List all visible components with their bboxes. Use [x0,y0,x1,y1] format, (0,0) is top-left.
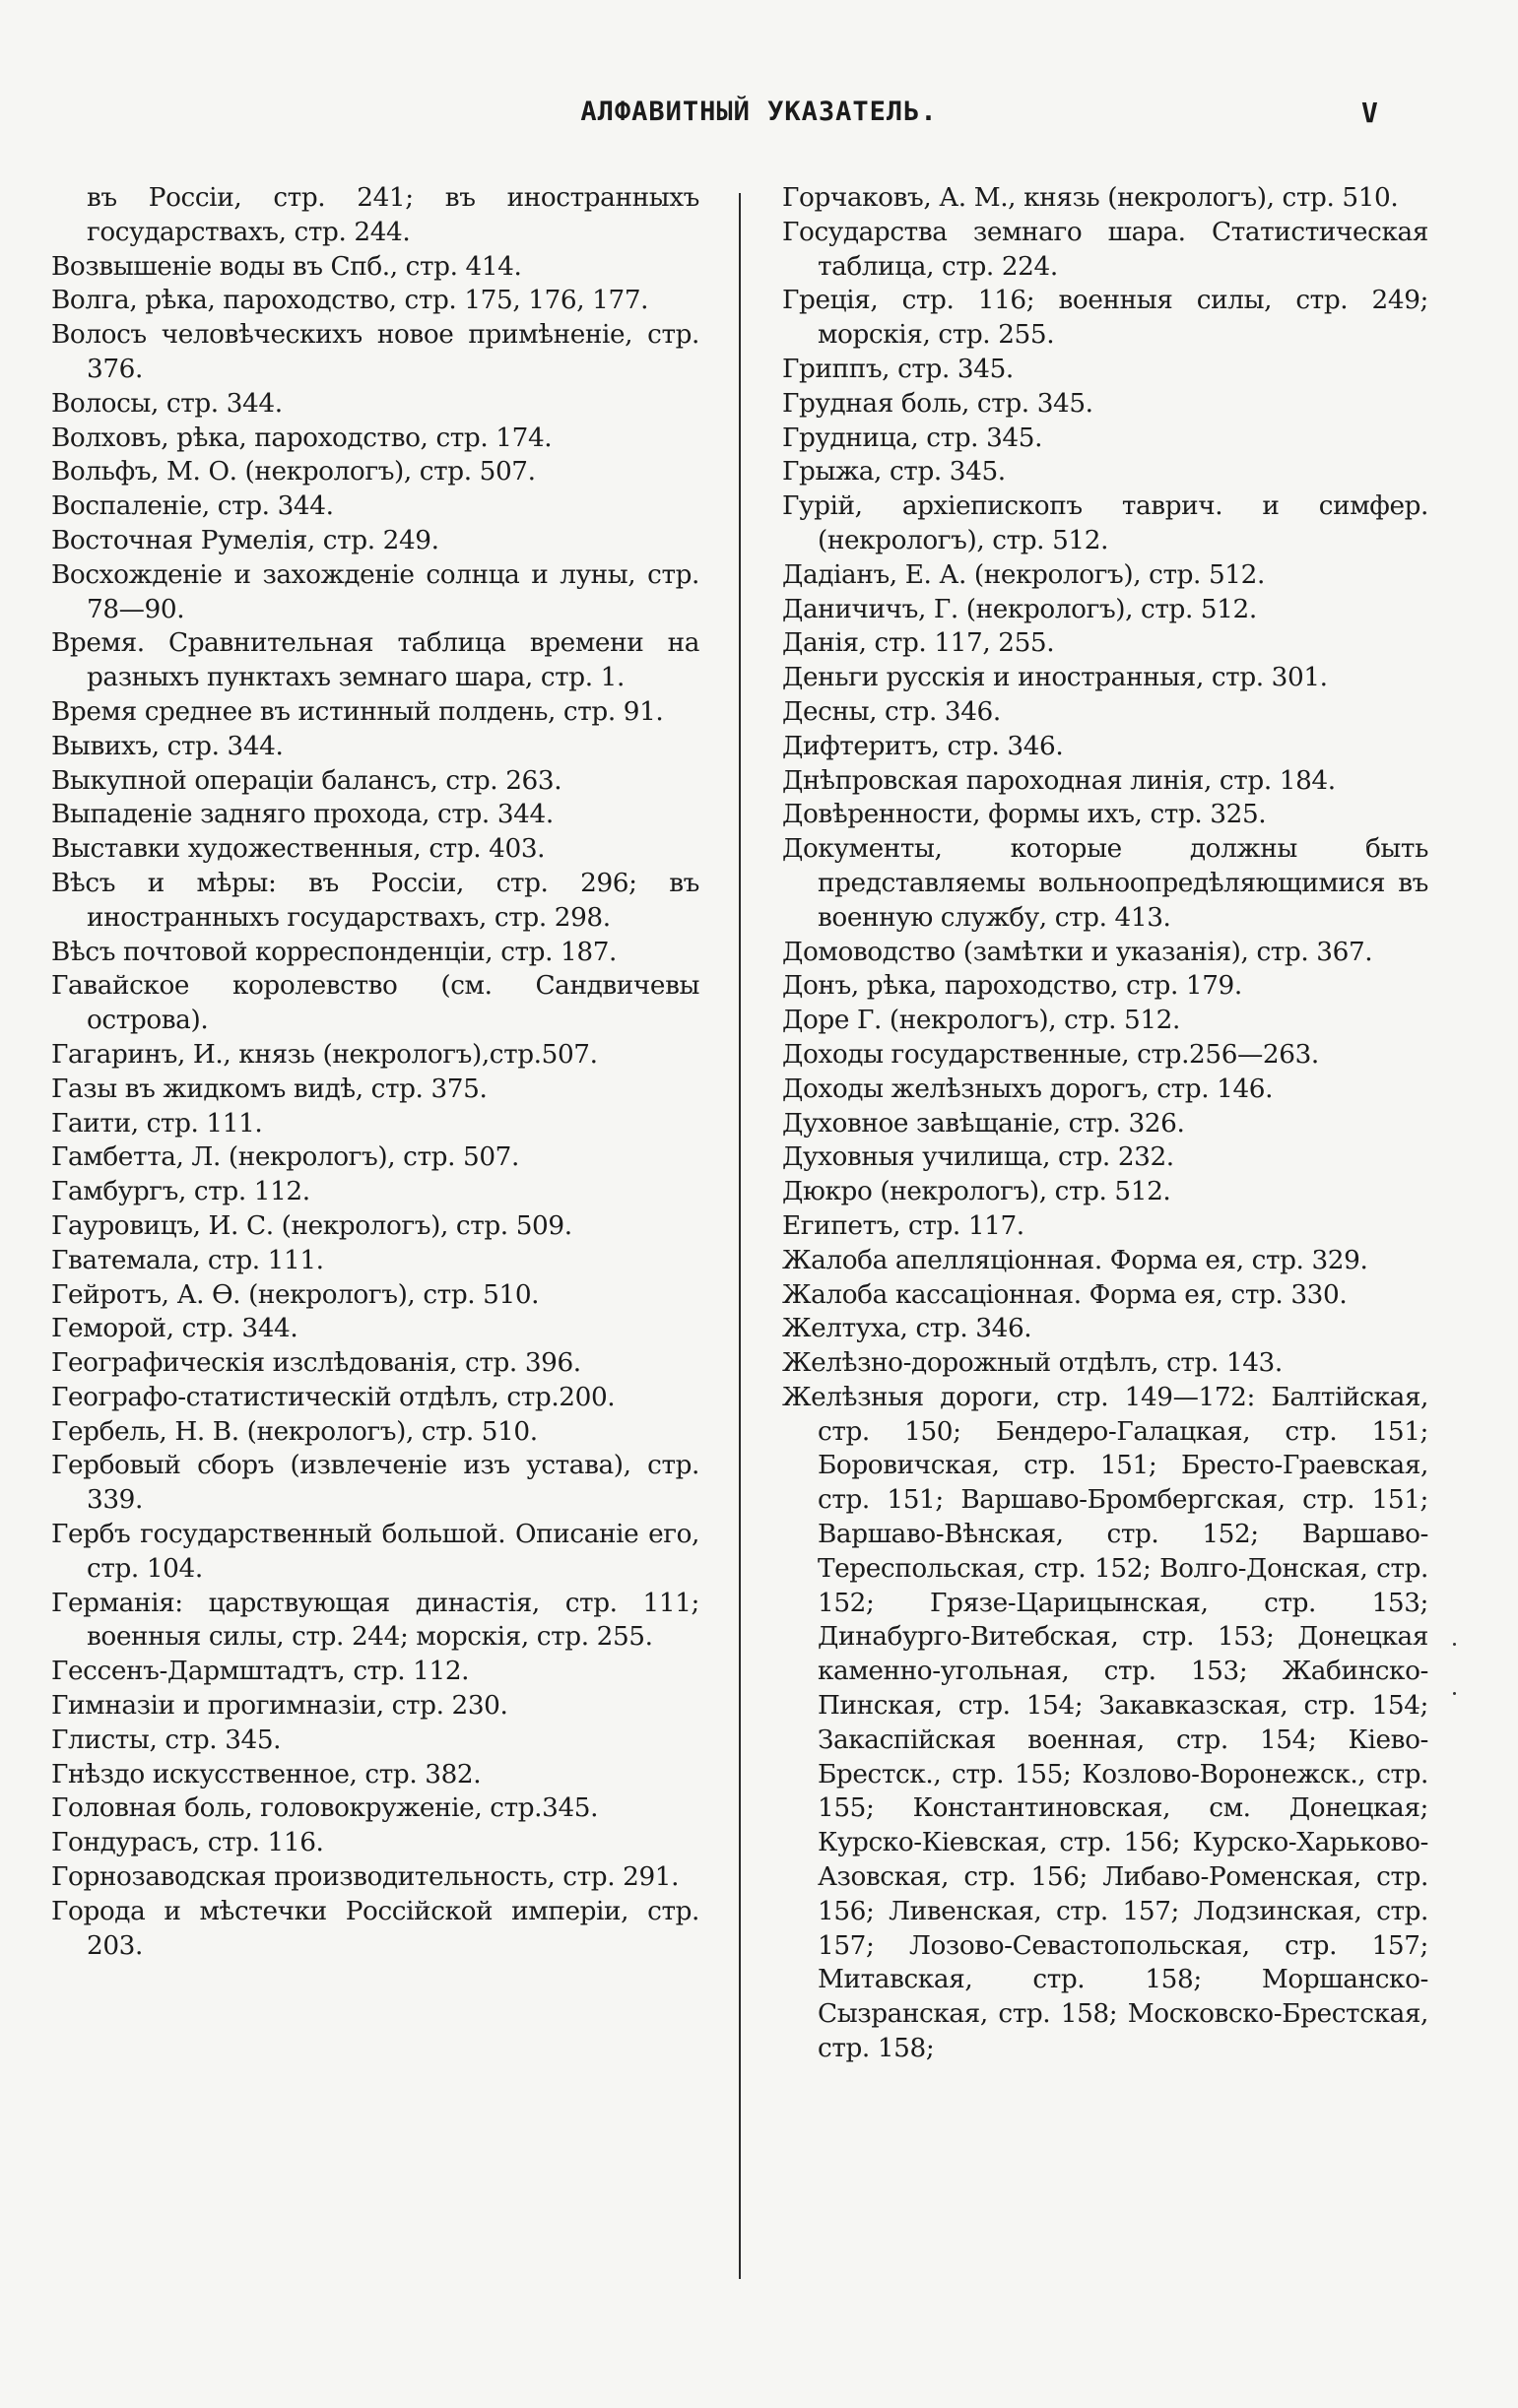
index-entry: Выкупной операціи балансъ, стр. 263. [51,765,562,796]
index-entry: Гессенъ-Дармштадтъ, стр. 112. [51,1657,470,1687]
index-column-right [782,181,1428,2066]
index-entry: Гавайское королевство (см. Сандвичевы острова). [51,971,699,1036]
index-entry: Деньги русскія и иностранныя, стр. 301. [782,663,1328,693]
index-entry: Гурій, архіепископъ таврич. и симфер. (некрологъ), стр. 512. [782,491,1428,555]
index-entry: Выставки художественныя, стр. 403. [51,834,546,865]
index-entry: Воспаленіе, стр. 344. [51,491,334,522]
index-entry: Вѣсъ и мѣры: въ Россіи, стр. 296; въ иностранныхъ государствахъ, стр. 298. [51,868,699,933]
index-entry: Вольфъ, М. О. (некрологъ), стр. 507. [51,457,536,488]
page-number: V [1361,97,1378,129]
index-entry: Восхожденіе и захожденіе солнца и луны, стр. 78—90. [51,559,699,624]
index-entry: Газы въ жидкомъ видѣ, стр. 375. [51,1074,488,1104]
index-entry: Желтуха, стр. 346. [782,1314,1032,1344]
index-entry: Восточная Румелія, стр. 249. [51,525,439,555]
index-entry: Гимназіи и прогимназіи, стр. 230. [51,1691,508,1722]
index-entry: Домоводство (замѣтки и указанія), стр. 367. [782,937,1373,967]
index-entry: Гагаринъ, И., князь (некрологъ),стр.507. [51,1039,598,1070]
index-entry: Волосы, стр. 344. [51,388,283,419]
index-entry: Время среднее въ истинный полдень, стр. 91. [51,696,664,727]
index-entry: Геморой, стр. 344. [51,1314,298,1344]
index-entry: Доре Г. (некрологъ), стр. 512. [782,1006,1180,1036]
index-entry: Гнѣздо искусственное, стр. 382. [51,1759,482,1790]
index-entry: Географо-статистическій отдѣлъ, стр.200. [51,1382,616,1412]
index-entry: Государства земнаго шара. Статистическая таблица, стр. 224. [782,217,1428,282]
index-entry: Географическія изслѣдованія, стр. 396. [51,1348,581,1379]
index-entry: Духовное завѣщаніе, стр. 326. [782,1108,1185,1139]
index-entry: Желѣзно-дорожный отдѣлъ, стр. 143. [782,1348,1283,1379]
index-entry: Время. Сравнительная таблица времени на разныхъ пунктахъ земнаго шара, стр. 1. [51,628,699,693]
index-entry: Головная боль, головокруженіе, стр.345. [51,1793,599,1824]
index-entry: Горнозаводская производительность, стр. 291. [51,1862,680,1893]
index-entry: Гватемала, стр. 111. [51,1245,324,1275]
index-entry: Волга, рѣка, пароходство, стр. 175, 176, 177. [51,286,649,316]
index-entry: Довѣренности, формы ихъ, стр. 325. [782,800,1267,830]
index-entry: Жалоба кассаціонная. Форма ея, стр. 330. [782,1279,1348,1310]
index-entry: Дадіанъ, Е. А. (некрологъ), стр. 512. [782,559,1265,590]
index-entry: Желѣзныя дороги, стр. 149—172: Балтійская, стр. 150; Бендеро-Галацкая, стр. 151; Боровичская, стр. 151; Бресто-Граевская, стр. 151; Варшаво-Бромбергская, стр. 151; Варшаво-Вѣнская, стр. 152; Варшаво-Тереспольская, стр. 152; Волго-Донская, стр. 152; Грязе-Царицынская, стр. 153; Динабурго-Витебская, стр. 153; Донецкая каменно-угольная, стр. 153; Жабинско-Пинская, стр. 154; Закавказская, стр. 154; Закаспійская военная, стр. 154; Кіево-Брестск., стр. 155; Козлово-Воронежск., стр. 155; Константиновская, см. Донецкая; Курско-Кіевская, стр. 156; Курско-Харьково-Азовская, стр. 156; Либаво-Роменская, стр. 156; Ливенская, стр. 157; Лодзинская, стр. 157; Лозово-Севастопольская, стр. 157; Митавская, стр. 158; Моршанско-Сызранская, стр. 158; Московско-Брестская, стр. 158; [782,1382,1428,2064]
index-entry: Грудная боль, стр. 345. [782,388,1093,419]
index-entry: Данія, стр. 117, 255. [782,628,1055,659]
index-entry: Горчаковъ, А. М., князь (некрологъ), стр. 510. [782,183,1399,213]
index-entry: Волховъ, рѣка, пароходство, стр. 174. [51,423,553,453]
index-entry: Грыжа, стр. 345. [782,457,1006,488]
index-entry: Гербъ государственный большой. Описаніе его, стр. 104. [51,1520,699,1584]
index-entry: Документы, которые должны быть представляемы вольноопредѣляющимися въ военную службу, стр. 413. [782,834,1428,933]
index-entry: Десны, стр. 346. [782,696,1001,727]
index-entry: Донъ, рѣка, пароходство, стр. 179. [782,971,1242,1002]
index-entry: Гауровицъ, И. С. (некрологъ), стр. 509. [51,1210,572,1241]
index-entry: Гамбетта, Л. (некрологъ), стр. 507. [51,1142,519,1173]
index-entry: Вѣсъ почтовой корреспонденціи, стр. 187. [51,937,617,967]
margin-speck [1453,1643,1456,1646]
index-entry: Дюкро (некрологъ), стр. 512. [782,1177,1171,1207]
index-entry: Возвышеніе воды въ Спб., стр. 414. [51,251,522,282]
running-header-title: АЛФАВИТНЫЙ УКАЗАТЕЛЬ. [580,97,938,127]
index-entry: Глисты, стр. 345. [51,1725,282,1755]
index-entry: Гамбургъ, стр. 112. [51,1177,310,1207]
index-column-left [51,181,699,1963]
index-entry: Гриппъ, стр. 345. [782,354,1014,384]
index-entry: Гербель, Н. В. (некрологъ), стр. 510. [51,1416,538,1447]
index-entry: Вывихъ, стр. 344. [51,731,284,761]
index-entry: Волосъ человѣческихъ новое примѣненіе, стр. 376. [51,320,699,384]
index-entry: Дифтеритъ, стр. 346. [782,731,1064,761]
margin-speck [1453,1692,1456,1695]
index-entry: Жалоба апелляціонная. Форма ея, стр. 329. [782,1245,1368,1275]
index-entry: Германія: царствующая династія, стр. 111; военныя силы, стр. 244; морскія, стр. 255. [51,1588,699,1653]
index-entry: Гаити, стр. 111. [51,1108,263,1139]
index-entry: Духовныя училища, стр. 232. [782,1142,1174,1173]
index-entry: Гербовый сборъ (извлеченіе изъ устава), стр. 339. [51,1451,699,1516]
index-entry: Грудница, стр. 345. [782,423,1043,453]
index-entry: Доходы государственные, стр.256—263. [782,1039,1319,1070]
index-entry: Доходы желѣзныхъ дорогъ, стр. 146. [782,1074,1274,1104]
index-entry: Даничичъ, Г. (некрологъ), стр. 512. [782,594,1257,624]
index-entry: Гондурасъ, стр. 116. [51,1828,324,1858]
index-entry: Греція, стр. 116; военныя силы, стр. 249; морскія, стр. 255. [782,286,1428,351]
index-entry: Египетъ, стр. 117. [782,1210,1024,1241]
index-entry: въ Россіи, стр. 241; въ иностранныхъ государствахъ, стр. 244. [87,183,699,247]
index-entry: Города и мѣстечки Россійской имперіи, стр. 203. [51,1896,699,1961]
column-divider [739,193,741,2279]
index-entry: Днѣпровская пароходная линія, стр. 184. [782,765,1336,796]
index-entry: Гейротъ, А. Ѳ. (некрологъ), стр. 510. [51,1279,540,1310]
index-entry: Выпаденіе задняго прохода, стр. 344. [51,800,554,830]
